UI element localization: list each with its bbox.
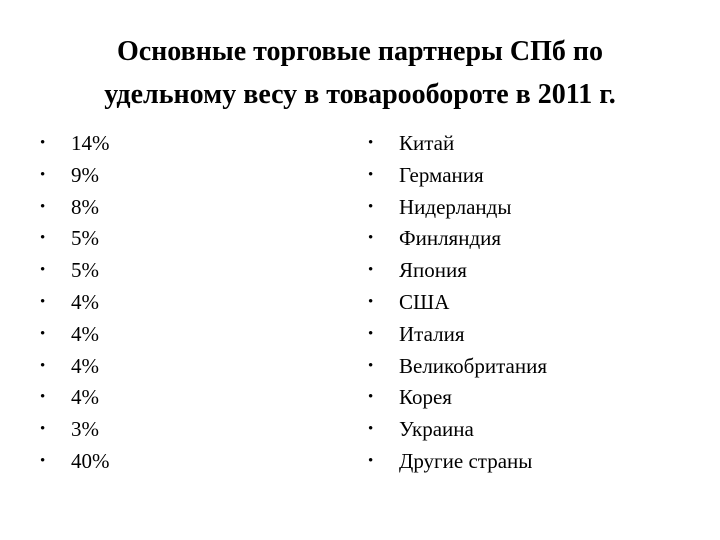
bullet-icon: • — [40, 357, 46, 374]
partner-item — [368, 414, 688, 446]
partner-item — [368, 192, 688, 224]
partner-item — [368, 351, 688, 383]
partner-item-text: Корея — [399, 385, 452, 410]
bullet-icon: • — [368, 389, 374, 406]
share-item — [40, 223, 300, 255]
bullet-icon: • — [40, 135, 46, 151]
share-item-text: 40% — [71, 448, 110, 473]
bullet-icon: • — [40, 166, 46, 183]
partner-item-text: Германия — [399, 162, 484, 187]
partner-item-text: Другие страны — [399, 448, 533, 473]
share-item — [40, 319, 300, 351]
bullet-icon: • — [368, 452, 374, 469]
bullet-icon: • — [368, 230, 374, 247]
share-item-text: 5% — [71, 258, 99, 283]
partner-item-text: Япония — [399, 258, 467, 283]
share-item — [40, 255, 300, 287]
bullet-icon: • — [40, 389, 46, 406]
share-item-text: 9% — [71, 162, 99, 187]
partner-item — [368, 319, 688, 351]
share-item — [40, 192, 300, 224]
share-item — [40, 287, 300, 319]
share-item — [40, 351, 300, 383]
partner-item — [368, 128, 688, 160]
partner-item-text: Украина — [399, 417, 474, 442]
partners-list — [368, 128, 688, 478]
partner-item-text: Италия — [399, 321, 465, 346]
partner-item-text: США — [399, 289, 450, 314]
bullet-icon: • — [40, 262, 46, 279]
bullet-icon: • — [368, 198, 374, 215]
title-line-2: удельному весу в товарообороте в 2011 г. — [104, 79, 616, 110]
share-item-text: 4% — [71, 353, 99, 378]
bullet-icon: • — [368, 293, 374, 310]
bullet-icon: • — [368, 325, 374, 342]
partner-item — [368, 382, 688, 414]
share-item-text: 8% — [71, 194, 99, 219]
share-item — [40, 414, 300, 446]
bullet-icon: • — [40, 452, 46, 469]
shares-list — [40, 128, 300, 478]
title-line-1: Основные торговые партнеры СПб по — [116, 36, 604, 67]
share-item — [40, 382, 300, 414]
bullet-icon: • — [368, 357, 374, 374]
partner-item — [368, 287, 688, 319]
bullet-icon: • — [40, 293, 46, 310]
bullet-icon: • — [368, 135, 374, 151]
slide-title — [40, 30, 680, 116]
partner-item — [368, 446, 688, 478]
partner-item-text: Финляндия — [399, 226, 502, 251]
partner-item-text: Великобритания — [399, 353, 547, 378]
share-item-text: 3% — [71, 417, 99, 442]
partner-item — [368, 160, 688, 192]
partner-item — [368, 223, 688, 255]
partner-item — [368, 255, 688, 287]
share-item-text: 14% — [71, 131, 110, 155]
bullet-icon: • — [368, 166, 374, 183]
bullet-icon: • — [40, 198, 46, 215]
bullet-icon: • — [40, 421, 46, 438]
bullet-icon: • — [40, 230, 46, 247]
share-item-text: 4% — [71, 385, 99, 410]
bullet-icon: • — [368, 262, 374, 279]
partner-item-text: Нидерланды — [399, 194, 512, 219]
bullet-icon: • — [40, 325, 46, 342]
share-item — [40, 128, 300, 160]
share-item — [40, 160, 300, 192]
share-item-text: 5% — [71, 226, 99, 251]
share-item-text: 4% — [71, 289, 99, 314]
share-item-text: 4% — [71, 321, 99, 346]
share-item — [40, 446, 300, 478]
partner-item-text: Китай — [399, 131, 455, 155]
bullet-icon: • — [368, 421, 374, 438]
